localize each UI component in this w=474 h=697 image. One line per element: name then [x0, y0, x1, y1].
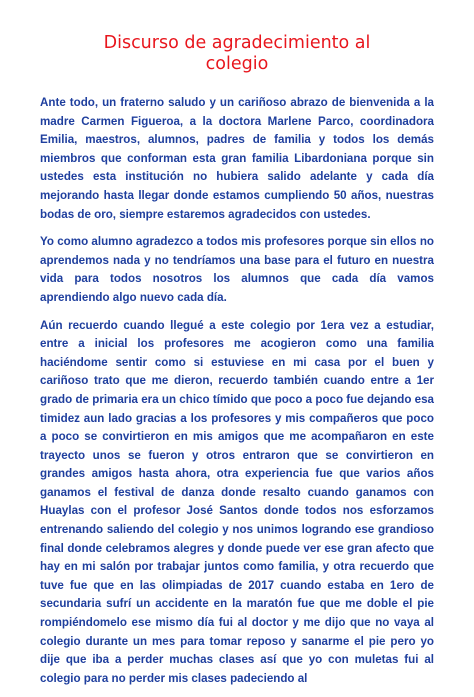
paragraph-greeting: Ante todo, un fraterno saludo y un cariñoso abrazo de bienvenida a la madre Carmen Figueroa, a la doctora Marlene Parco, coordinadora Emilia, maestros, alumnos, padres de familia y todos los demás miembros que conforman esta gran familia Libardoniana porque sin ustedes esta institución no hubiera salido adelante y cada día mejorando hasta llegar donde estamos cumpliendo 50 años, nuestras bodas de oro, siempre estaremos agradecidos con ustedes. — [40, 96, 434, 221]
page-title — [40, 33, 434, 75]
title-line-2: colegio — [205, 54, 269, 74]
paragraph-thanks-teachers: Yo como alumno agradezco a todos mis profesores porque sin ellos no aprendemos nada y no tendríamos una base para el futuro en nuestra vida para todos nosotros los alumnos que cada día vamos aprendiendo algo nuevo cada día. — [40, 235, 434, 304]
document-body — [40, 94, 434, 697]
paragraph-memories: Aún recuerdo cuando llegué a este colegio por 1era vez a estudiar, entre a inicial los profesores me acogieron como una familia haciéndome sentir como si estuviese en mi casa por el buen y cariñoso trato que me dieron, recuerdo también cuando entre a 1er grado de primaria era un chico tímido que poco a poco fue dejando esa timidez aun lado gracias a los profesores y mis compañeros que poco a poco se convirtieron en mis amigos que me acompañaron en este trayecto unos se fueron y otros entraron que se convirtieron en grandes amigos hasta ahora, otra experiencia fue que varios años ganamos el festival de danza donde resalto cuando ganamos con Huaylas con el profesor José Santos donde todos nos esforzamos entrenando saliendo del colegio y nos unimos logrando ese grandioso final donde celebramos alegres y donde puede ver ese gran afecto que hay en mi salón por trabajar juntos como familia, y otra recuerdo que tuve fue que en las olimpiadas de 2017 cuando estaba en 1ero de secundaria sufrí un accidente en la maratón fue que me doble el pie rompiéndomelo ese mismo día fui al doctor y me dijo que no vaya al colegio durante un mes para tomar reposo y sanarme el pie pero yo dije que iba a perder muchas clases así que yo con muletas fui al colegio para no perder mis clases padeciendo al — [40, 318, 434, 685]
title-line-1: Discurso de agradecimiento al — [103, 33, 371, 53]
